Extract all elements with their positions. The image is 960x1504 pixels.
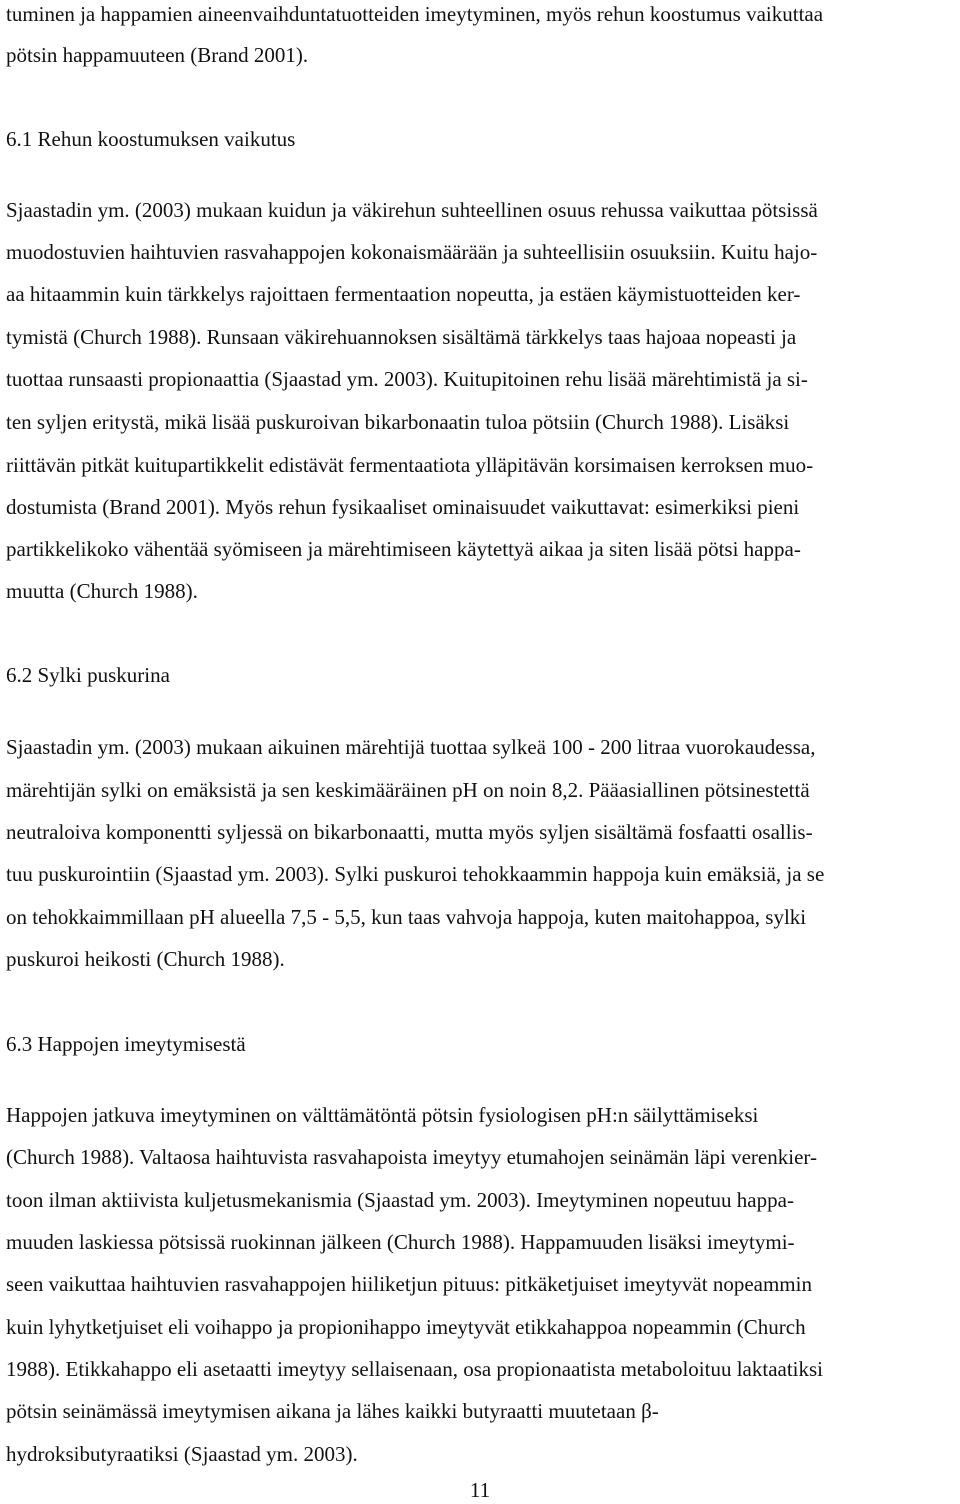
body-text-line: pötsin seinämässä imeytymisen aikana ja lähes kaikki butyraatti muutetaan β- xyxy=(6,1399,659,1423)
body-text-line: tuu puskurointiin (Sjaastad ym. 2003). Sylki puskuroi tehokkaammin happoja kuin emäksiä, ja se xyxy=(6,862,825,886)
body-text-line: Sjaastadin ym. (2003) mukaan kuidun ja väkirehun suhteellinen osuus rehussa vaikuttaa pötsissä xyxy=(6,198,818,222)
body-text-line: neutraloiva komponentti syljessä on bikarbonaatti, mutta myös syljen sisältämä fosfaatti osallis- xyxy=(6,820,813,844)
body-text-line: tymistä (Church 1988). Runsaan väkirehuannoksen sisältämä tärkkelys taas hajoaa nopeasti ja xyxy=(6,325,797,349)
section-heading-6-1: 6.1 Rehun koostumuksen vaikutus xyxy=(6,127,296,151)
body-text-line: ten syljen eritystä, mikä lisää puskuroivan bikarbonaatin tuloa pötsiin (Church 1988). Lisäksi xyxy=(6,410,790,434)
section-heading-6-3: 6.3 Happojen imeytymisestä xyxy=(6,1032,246,1056)
body-text-line: Sjaastadin ym. (2003) mukaan aikuinen märehtijä tuottaa sylkeä 100 - 200 litraa vuorokaudessa, xyxy=(6,735,816,759)
body-text-line: aa hitaammin kuin tärkkelys rajoittaen fermentaation nopeutta, ja estäen käymistuotteiden ker- xyxy=(6,282,801,306)
body-text-line: on tehokkaimmillaan pH alueella 7,5 - 5,5, kun taas vahvoja happoja, kuten maitohappoa, sylki xyxy=(6,905,807,929)
body-text-line: riittävän pitkät kuitupartikkelit edistävät fermentaatiota ylläpitävän korsimaisen kerroksen muo- xyxy=(6,453,814,477)
body-text-line: Happojen jatkuva imeytyminen on välttämätöntä pötsin fysiologisen pH:n säilyttämiseksi xyxy=(6,1103,759,1127)
body-text-line: tuminen ja happamien aineenvaihduntatuotteiden imeytyminen, myös rehun koostumus vaikuttaa xyxy=(6,2,824,26)
body-text-line: toon ilman aktiivista kuljetusmekanismia (Sjaastad ym. 2003). Imeytyminen nopeutuu happa- xyxy=(6,1188,794,1212)
body-text-line: 1988). Etikkahappo eli asetaatti imeytyy sellaisenaan, osa propionaatista metaboloituu laktaatiksi xyxy=(6,1357,824,1381)
body-text-line: (Church 1988). Valtaosa haihtuvista rasvahapoista imeytyy etumahojen seinämän läpi verenkier- xyxy=(6,1145,817,1169)
body-text-line: muodostuvien haihtuvien rasvahappojen kokonaismäärään ja suhteellisiin osuuksiin. Kuitu hajo- xyxy=(6,240,818,264)
body-text-line: pötsin happamuuteen (Brand 2001). xyxy=(6,43,309,67)
section-heading-6-2: 6.2 Sylki puskurina xyxy=(6,663,170,687)
body-text-line: muutta (Church 1988). xyxy=(6,579,198,603)
body-text-line: seen vaikuttaa haihtuvien rasvahappojen hiiliketjun pituus: pitkäketjuiset imeytyvät nopeammin xyxy=(6,1272,812,1296)
page-number: 11 xyxy=(469,1478,491,1502)
body-text-line: märehtijän sylki on emäksistä ja sen keskimääräinen pH on noin 8,2. Pääasiallinen pötsinestettä xyxy=(6,778,810,802)
body-text-line: tuottaa runsaasti propionaattia (Sjaastad ym. 2003). Kuitupitoinen rehu lisää märehtimistä ja si- xyxy=(6,367,808,391)
body-text-line: hydroksibutyraatiksi (Sjaastad ym. 2003). xyxy=(6,1442,358,1466)
body-text-line: kuin lyhytketjuiset eli voihappo ja propionihappo imeytyvät etikkahappoa nopeammin (Church xyxy=(6,1315,806,1339)
body-text-line: muuden laskiessa pötsissä ruokinnan jälkeen (Church 1988). Happamuuden lisäksi imeytymi- xyxy=(6,1230,795,1254)
body-text-line: partikkelikoko vähentää syömiseen ja märehtimiseen käytettyä aikaa ja siten lisää pötsi happa- xyxy=(6,537,801,561)
body-text-line: dostumista (Brand 2001). Myös rehun fysikaaliset ominaisuudet vaikuttavat: esimerkiksi pieni xyxy=(6,495,800,519)
body-text-line: puskuroi heikosti (Church 1988). xyxy=(6,947,285,971)
